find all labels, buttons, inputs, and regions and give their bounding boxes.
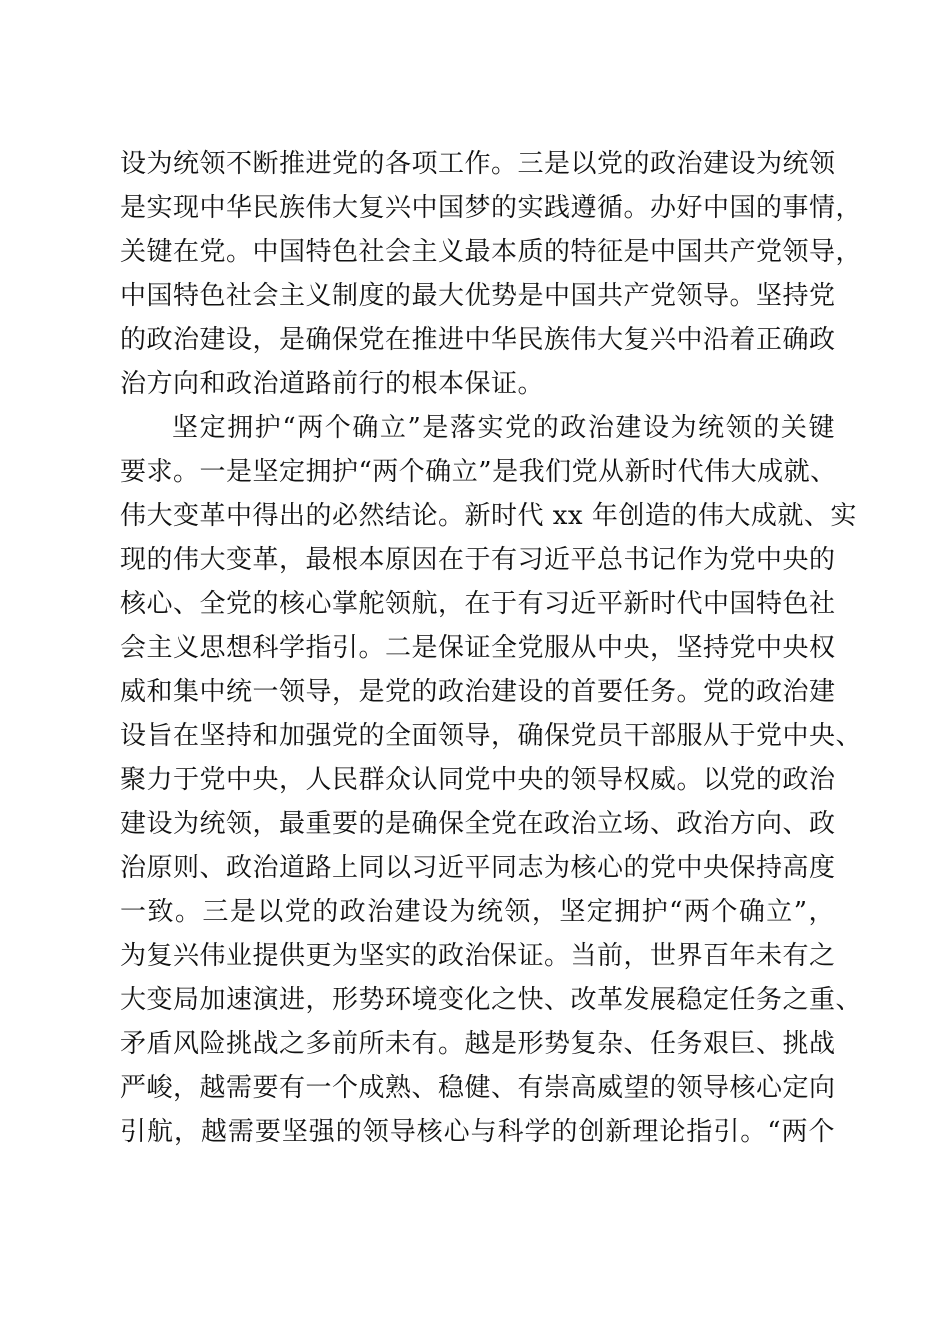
paragraph-line: 是实现中华民族伟大复兴中国梦的实践遵循。办好中国的事情， [120,193,863,223]
paragraph-line: 为复兴伟业提供更为坚实的政治保证。当前，世界百年未有之 [120,941,836,971]
paragraph-line: 严峻，越需要有一个成熟、稳健、有崇高威望的领导核心定向 [120,1073,836,1103]
paragraph-line: 威和集中统一领导，是党的政治建设的首要任务。党的政治建 [120,677,836,707]
paragraph-line: 中国特色社会主义制度的最大优势是中国共产党领导。坚持党 [120,281,836,311]
paragraph-line: 要求。一是坚定拥护“两个确立”是我们党从新时代伟大成就、 [120,457,837,487]
paragraph-line: 建设为统领，最重要的是确保全党在政治立场、政治方向、政 [120,809,836,839]
paragraph-line: 坚定拥护“两个确立”是落实党的政治建设为统领的关键 [172,413,835,443]
paragraph-line: 大变局加速演进，形势环境变化之快、改革发展稳定任务之重、 [120,985,863,1015]
paragraph-line: 设旨在坚持和加强党的全面领导，确保党员干部服从于党中央、 [120,721,863,751]
paragraph-line: 设为统领不断推进党的各项工作。三是以党的政治建设为统领 [120,149,836,179]
paragraph-line: 核心、全党的核心掌舵领航，在于有习近平新时代中国特色社 [120,589,836,619]
paragraph-2 [120,406,863,1154]
paragraph-line: 现的伟大变革，最根本原因在于有习近平总书记作为党中央的 [120,545,836,575]
paragraph-line: 引航，越需要坚强的领导核心与科学的创新理论指引。“两个 [120,1117,835,1147]
paragraph-line: 治方向和政治道路前行的根本保证。 [120,369,545,399]
paragraph-line: 伟大变革中得出的必然结论。新时代 xx 年创造的伟大成就、实 [120,501,857,531]
paragraph-line: 矛盾风险挑战之多前所未有。越是形势复杂、任务艰巨、挑战 [120,1029,836,1059]
paragraph-line: 一致。三是以党的政治建设为统领，坚定拥护“两个确立”， [120,897,835,927]
paragraph-line: 的政治建设，是确保党在推进中华民族伟大复兴中沿着正确政 [120,325,836,355]
paragraph-1 [120,142,863,406]
paragraph-line: 聚力于党中央，人民群众认同党中央的领导权威。以党的政治 [120,765,836,795]
paragraph-line: 会主义思想科学指引。二是保证全党服从中央，坚持党中央权 [120,633,836,663]
paragraph-line: 治原则、政治道路上同以习近平同志为核心的党中央保持高度 [120,853,836,883]
paragraph-line: 关键在党。中国特色社会主义最本质的特征是中国共产党领导， [120,237,863,267]
